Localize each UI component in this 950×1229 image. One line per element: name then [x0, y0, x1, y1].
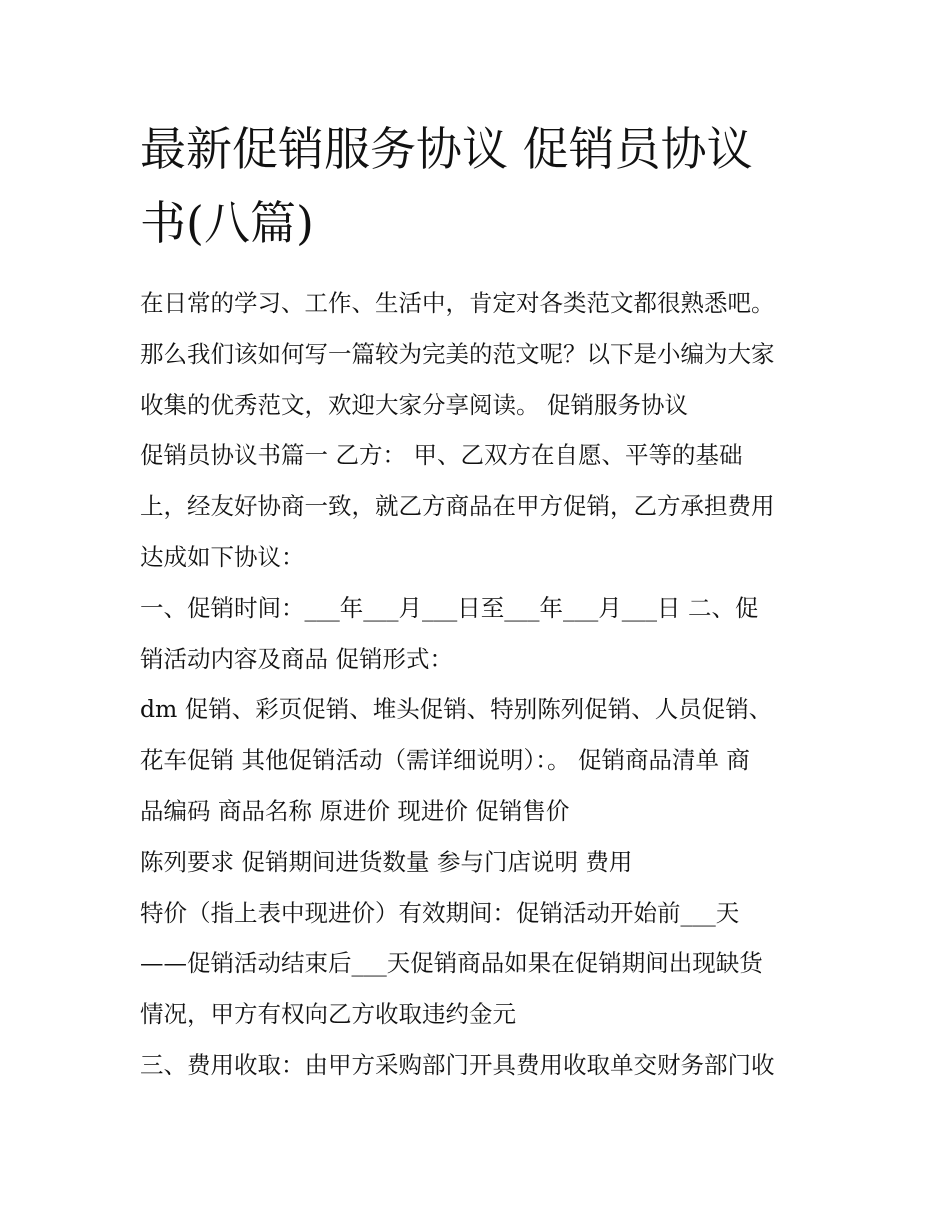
body-line-9: dm 促销、彩页促销、堆头促销、特别陈列促销、人员促销、	[140, 695, 773, 724]
body-line-13: 特价（指上表中现进价）有效期间：促销活动开始前___天	[140, 898, 740, 927]
body-line-5: 上，经友好协商一致，就乙方商品在甲方促销，乙方承担费用	[140, 492, 775, 521]
body-line-6: 达成如下协议：	[140, 542, 305, 571]
body-line-1: 在日常的学习、工作、生活中，肯定对各类范文都很熟悉吧。	[140, 289, 775, 317]
body-line-16: 三、费用收取：由甲方采购部门开具费用收取单交财务部门收	[140, 1050, 775, 1079]
body-line-7: 一、促销时间：___年___月___日至___年___月___日 二、促	[140, 593, 759, 622]
body-line-3: 收集的优秀范文，欢迎大家分享阅读。 促销服务协议	[140, 390, 688, 419]
body-line-11: 品编码 商品名称 原进价 现进价 促销售价	[140, 796, 570, 825]
document-body	[140, 278, 820, 1091]
body-line-10: 花车促销 其他促销活动（需详细说明）：。 促销商品清单 商	[140, 746, 750, 775]
title-line-2: 书(八篇)	[140, 196, 314, 250]
body-line-2: 那么我们该如何写一篇较为完美的范文呢？以下是小编为大家	[140, 339, 775, 368]
body-line-8: 销活动内容及商品 促销形式：	[140, 644, 453, 673]
body-line-15: 情况，甲方有权向乙方收取违约金元	[140, 1000, 516, 1029]
document-title	[140, 112, 840, 260]
title-line-1: 最新促销服务协议 促销员协议	[140, 122, 753, 176]
body-line-12: 陈列要求 促销期间进货数量 参与门店说明 费用	[140, 847, 633, 876]
body-line-14: ——促销活动结束后___天促销商品如果在促销期间出现缺货	[140, 949, 763, 978]
body-line-4: 促销员协议书篇一 乙方： 甲、乙双方在自愿、平等的基础	[140, 441, 743, 470]
